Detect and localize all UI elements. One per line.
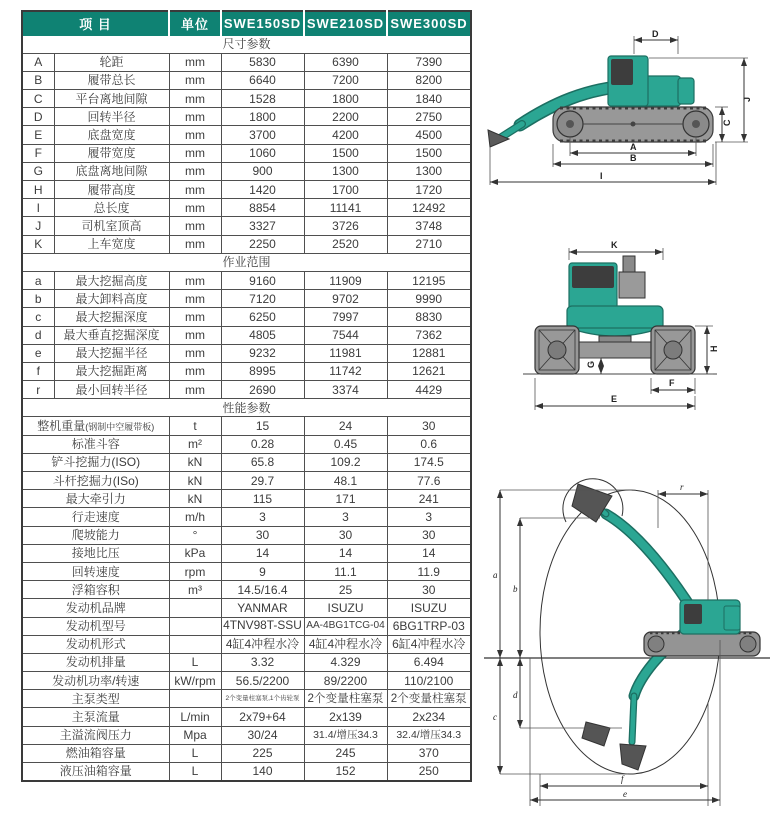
cell-value: ISUZU [387,599,471,617]
cell-value: 8995 [221,362,304,380]
cell-value: 4TNV98T-SSU [221,617,304,635]
row-label: 发动机型号 [22,617,169,635]
spec-row [22,362,471,380]
row-label: 上车宽度 [54,235,169,253]
spec-row [22,763,471,781]
cell-value: 30 [304,526,387,544]
cell-value: 12881 [387,344,471,362]
cell-value: 9232 [221,344,304,362]
row-letter: D [22,108,54,126]
row-label: 铲斗挖掘力(ISO) [22,453,169,471]
section-label: 尺寸参数 [22,35,471,53]
row-label: 最大挖掘深度 [54,308,169,326]
spec-row [22,526,471,544]
row-unit: mm [169,53,221,71]
cell-value: 1800 [304,90,387,108]
cell-value: 2200 [304,108,387,126]
cell-value: 12621 [387,362,471,380]
cell-value: 7390 [387,53,471,71]
spec-row [22,71,471,89]
row-label: 履带高度 [54,181,169,199]
cell-value: 48.1 [304,472,387,490]
spec-row [22,181,471,199]
row-label: 最小回转半径 [54,381,169,399]
cell-value: 9 [221,562,304,580]
section-label: 作业范围 [22,253,471,271]
row-label: 总长度 [54,199,169,217]
row-label: 回转速度 [22,562,169,580]
row-label: 爬坡能力 [22,526,169,544]
excavator-rear-illustration [523,256,717,374]
row-label: 行走速度 [22,508,169,526]
dim-label-f: f [621,774,624,784]
dim-label-a: a [493,570,498,580]
spec-row [22,290,471,308]
cell-value: 6390 [304,53,387,71]
row-unit: Mpa [169,726,221,744]
cell-value: 9702 [304,290,387,308]
row-letter: G [22,162,54,180]
dim-label-A: A [630,142,637,152]
cell-value: 30 [387,417,471,435]
cell-value: 6.494 [387,653,471,671]
row-unit: mm [169,71,221,89]
cell-value: YANMAR [221,599,304,617]
cell-value: 56.5/2200 [221,672,304,690]
row-unit [169,617,221,635]
spec-row [22,199,471,217]
spec-row [22,53,471,71]
cell-value: 5830 [221,53,304,71]
row-unit [169,635,221,653]
row-letter: a [22,271,54,289]
row-label: 回转半径 [54,108,169,126]
row-unit: t [169,417,221,435]
cell-value: ISUZU [304,599,387,617]
spec-row [22,581,471,599]
spec-table-header [22,11,471,35]
dim-label-c: c [493,712,497,722]
dim-label-I: I [600,171,603,181]
row-unit: mm [169,344,221,362]
cell-value: 4805 [221,326,304,344]
row-label: 斗杆挖掘力(ISo) [22,472,169,490]
row-label: 主泵流量 [22,708,169,726]
cell-value: 9160 [221,271,304,289]
row-label: 底盘宽度 [54,126,169,144]
cell-value: 3.32 [221,653,304,671]
row-letter: J [22,217,54,235]
cell-value: 2520 [304,235,387,253]
spec-row [22,271,471,289]
dim-label-e: e [623,789,627,799]
spec-row [22,308,471,326]
row-unit: mm [169,290,221,308]
row-unit: L [169,744,221,762]
row-unit: mm [169,381,221,399]
spec-row [22,90,471,108]
spec-table [21,10,472,782]
spec-row [22,617,471,635]
row-unit: L [169,653,221,671]
cell-value: 1528 [221,90,304,108]
row-label: 最大挖掘高度 [54,271,169,289]
cell-value: 77.6 [387,472,471,490]
spec-row [22,381,471,399]
row-label: 发动机品牌 [22,599,169,617]
row-unit: kW/rpm [169,672,221,690]
cell-value: 7544 [304,326,387,344]
cell-value: 0.45 [304,435,387,453]
spec-row [22,562,471,580]
cell-value: 4缸4冲程水冷 [221,635,304,653]
cell-value: 11742 [304,362,387,380]
row-label: 发动机功率/转速 [22,672,169,690]
row-label: 标准斗容 [22,435,169,453]
cell-value: 3726 [304,217,387,235]
row-label: 底盘离地间隙 [54,162,169,180]
dim-label-J: J [742,96,752,102]
section-row [22,253,471,271]
cell-value: 11141 [304,199,387,217]
row-unit: kN [169,472,221,490]
cell-value: 2x234 [387,708,471,726]
excavator-side-illustration [488,56,713,147]
spec-row [22,544,471,562]
row-unit: mm [169,108,221,126]
row-unit: mm [169,326,221,344]
cell-value: 3 [387,508,471,526]
dim-label-r: r [680,482,684,492]
row-unit: mm [169,362,221,380]
row-letter: c [22,308,54,326]
cell-value: 241 [387,490,471,508]
row-label: 履带总长 [54,71,169,89]
row-label: 液压油箱容量 [22,763,169,781]
row-letter: d [22,326,54,344]
spec-row [22,417,471,435]
row-label: 轮距 [54,53,169,71]
column-header-unit: 单位 [169,11,221,35]
cell-value: 900 [221,162,304,180]
spec-row [22,435,471,453]
cell-value: 2750 [387,108,471,126]
cell-value: 225 [221,744,304,762]
cell-value: 4缸4冲程水冷 [304,635,387,653]
spec-table-body [22,35,471,781]
dim-label-C: C [722,119,732,126]
cell-value: 2250 [221,235,304,253]
section-row [22,399,471,417]
cell-value: 3 [304,508,387,526]
cell-value: 3327 [221,217,304,235]
diagram-side-view [482,12,772,217]
cell-value: 7200 [304,71,387,89]
row-letter: e [22,344,54,362]
row-label: 平台离地间隙 [54,90,169,108]
row-unit: kN [169,490,221,508]
row-letter: K [22,235,54,253]
cell-value: 31.4/增压34.3 [304,726,387,744]
cell-value: 25 [304,581,387,599]
cell-value: 4429 [387,381,471,399]
cell-value: 12492 [387,199,471,217]
row-label: 接地比压 [22,544,169,562]
cell-value: 110/2100 [387,672,471,690]
row-letter: I [22,199,54,217]
dim-label-E: E [611,394,618,404]
spec-row [22,453,471,471]
cell-value: 115 [221,490,304,508]
cell-value: 8854 [221,199,304,217]
cell-value: 1300 [304,162,387,180]
cell-value: 2个变量柱塞泵 [304,690,387,708]
row-unit: mm [169,144,221,162]
cell-value: 65.8 [221,453,304,471]
cell-value: 2个变量柱塞泵 [387,690,471,708]
cell-value: 171 [304,490,387,508]
cell-value: 15 [221,417,304,435]
cell-value: 2x79+64 [221,708,304,726]
row-unit: mm [169,181,221,199]
row-unit: mm [169,126,221,144]
cell-value: 9990 [387,290,471,308]
row-unit [169,690,221,708]
cell-value: 29.7 [221,472,304,490]
cell-value: 3 [221,508,304,526]
row-label: 最大牵引力 [22,490,169,508]
cell-value: 140 [221,763,304,781]
cell-value: 4.329 [304,653,387,671]
row-unit: m/h [169,508,221,526]
row-letter: F [22,144,54,162]
spec-row [22,726,471,744]
spec-row [22,744,471,762]
row-letter: E [22,126,54,144]
row-label: 最大挖掘半径 [54,344,169,362]
cell-value: 6640 [221,71,304,89]
row-unit: mm [169,271,221,289]
row-label: 最大垂直挖掘深度 [54,326,169,344]
row-unit: rpm [169,562,221,580]
row-label: 发动机排量 [22,653,169,671]
spec-row [22,162,471,180]
cell-value: 1420 [221,181,304,199]
cell-value: 8830 [387,308,471,326]
row-unit: mm [169,308,221,326]
spec-row [22,508,471,526]
cell-value: 30 [387,526,471,544]
dim-label-d: d [513,690,518,700]
section-row [22,35,471,53]
cell-value: 1720 [387,181,471,199]
row-letter: f [22,362,54,380]
cell-value: 11981 [304,344,387,362]
row-label: 最大挖掘距离 [54,362,169,380]
cell-value: 89/2200 [304,672,387,690]
row-label: 司机室顶高 [54,217,169,235]
cell-value: 3748 [387,217,471,235]
row-label: 燃油箱容量 [22,744,169,762]
cell-value: 2710 [387,235,471,253]
dim-label-H: H [709,345,719,352]
spec-row [22,690,471,708]
column-header-model-swe210sd: SWE210SD [304,11,387,35]
cell-value: 6250 [221,308,304,326]
spec-row [22,635,471,653]
cell-value: 14 [387,544,471,562]
cell-value: 250 [387,763,471,781]
cell-value: 11.9 [387,562,471,580]
cell-value: 12195 [387,271,471,289]
cell-value: 6BG1TRP-03 [387,617,471,635]
row-unit: mm [169,217,221,235]
row-unit: L [169,763,221,781]
cell-value: AA-4BG1TCG-04 [304,617,387,635]
spec-row [22,653,471,671]
spec-row [22,490,471,508]
dim-label-G: G [586,360,596,368]
cell-value: 109.2 [304,453,387,471]
dim-label-b: b [513,584,518,594]
row-label: 主溢流阀压力 [22,726,169,744]
row-label: 主泵类型 [22,690,169,708]
cell-value: 1500 [387,144,471,162]
cell-value: 11.1 [304,562,387,580]
row-unit: kN [169,453,221,471]
dim-label-D: D [652,29,659,39]
spec-row [22,599,471,617]
cell-value: 245 [304,744,387,762]
spec-row [22,672,471,690]
excavator-range-illustration [572,484,760,770]
cell-value: 7362 [387,326,471,344]
row-label: 履带宽度 [54,144,169,162]
row-label: 整机重量(钢制中空履带板) [22,417,169,435]
spec-row [22,708,471,726]
cell-value: 4200 [304,126,387,144]
spec-row [22,344,471,362]
spec-row [22,108,471,126]
row-unit [169,599,221,617]
cell-value: 30/24 [221,726,304,744]
cell-value: 32.4/增压34.3 [387,726,471,744]
row-unit: mm [169,235,221,253]
spec-row [22,217,471,235]
cell-value: 1700 [304,181,387,199]
cell-value: 3700 [221,126,304,144]
cell-value: 0.6 [387,435,471,453]
row-unit: mm [169,199,221,217]
cell-value: 2690 [221,381,304,399]
spec-row [22,235,471,253]
row-letter: C [22,90,54,108]
dim-label-K: K [611,240,618,250]
cell-value: 14 [221,544,304,562]
cell-value: 6缸4冲程水冷 [387,635,471,653]
spec-row [22,472,471,490]
cell-value: 30 [221,526,304,544]
cell-value: 3374 [304,381,387,399]
row-unit: m² [169,435,221,453]
spec-row [22,326,471,344]
cell-value: 2个变量柱塞泵,1个齿轮泵 [221,690,304,708]
section-label: 性能参数 [22,399,471,417]
row-letter: r [22,381,54,399]
spec-row [22,126,471,144]
column-header-model-swe150sd: SWE150SD [221,11,304,35]
cell-value: 14.5/16.4 [221,581,304,599]
header-row [22,11,471,35]
cell-value: 174.5 [387,453,471,471]
row-letter: B [22,71,54,89]
cell-value: 1300 [387,162,471,180]
cell-value: 7120 [221,290,304,308]
cell-value: 4500 [387,126,471,144]
row-label: 发动机形式 [22,635,169,653]
column-header-item: 项 目 [22,11,169,35]
cell-value: 24 [304,417,387,435]
diagram-working-range [482,470,772,827]
cell-value: 370 [387,744,471,762]
cell-value: 2x139 [304,708,387,726]
cell-value: 1840 [387,90,471,108]
row-unit: mm [169,90,221,108]
row-letter: H [22,181,54,199]
row-label: 最大卸料高度 [54,290,169,308]
dim-label-B: B [630,153,637,163]
cell-value: 1500 [304,144,387,162]
cell-value: 14 [304,544,387,562]
row-unit: L/min [169,708,221,726]
diagram-rear-view [505,238,735,433]
row-label-note: (钢制中空履带板) [85,422,155,433]
column-header-model-swe300sd: SWE300SD [387,11,471,35]
row-unit: kPa [169,544,221,562]
cell-value: 1060 [221,144,304,162]
row-unit: mm [169,162,221,180]
spec-row [22,144,471,162]
row-label: 浮箱容积 [22,581,169,599]
cell-value: 7997 [304,308,387,326]
cell-value: 8200 [387,71,471,89]
row-unit: m³ [169,581,221,599]
row-letter: b [22,290,54,308]
cell-value: 1800 [221,108,304,126]
row-letter: A [22,53,54,71]
cell-value: 0.28 [221,435,304,453]
row-unit: ° [169,526,221,544]
cell-value: 30 [387,581,471,599]
cell-value: 152 [304,763,387,781]
dim-label-F: F [669,378,675,388]
cell-value: 11909 [304,271,387,289]
